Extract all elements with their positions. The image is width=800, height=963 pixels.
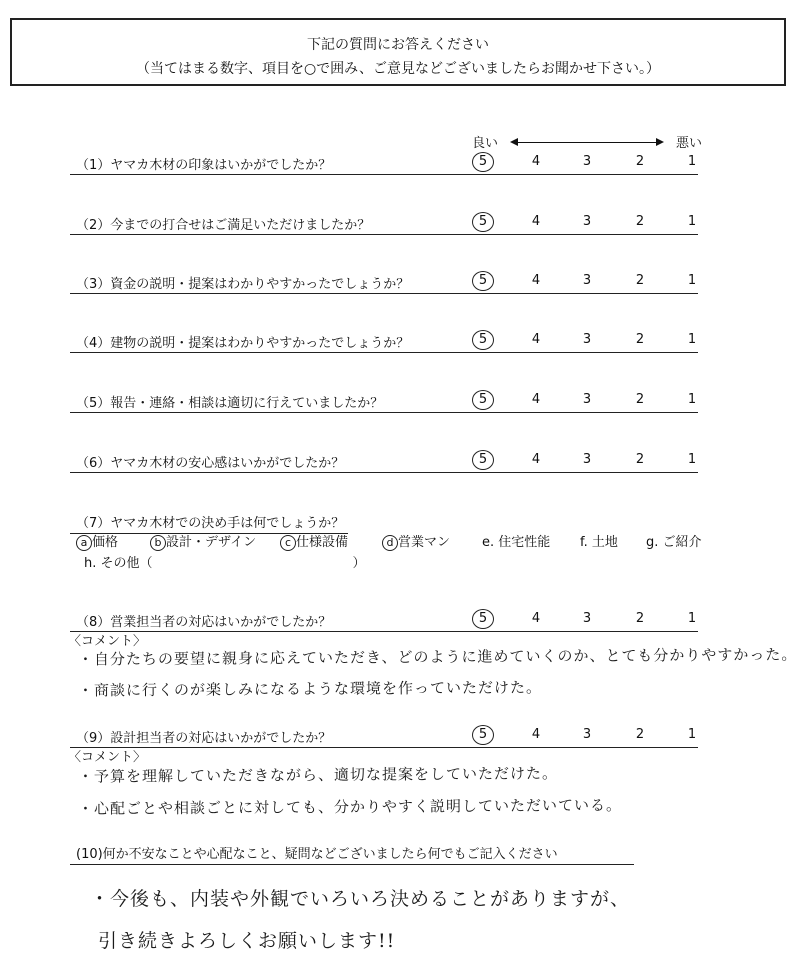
option-d-sales[interactable]: d 営業マン: [382, 531, 450, 551]
comment-label: 〈コメント〉: [68, 750, 147, 765]
question-3: [70, 271, 698, 294]
rating-4[interactable]: 4: [531, 154, 541, 169]
option-f-land[interactable]: f. 土地: [580, 535, 618, 550]
rating-1[interactable]: 1: [687, 332, 697, 347]
scale-arrow: [512, 142, 662, 143]
rating-3[interactable]: 3: [582, 332, 592, 347]
rating-4[interactable]: 4: [531, 214, 541, 229]
rating-1[interactable]: 1: [687, 727, 697, 742]
rating-3[interactable]: 3: [582, 727, 592, 742]
question-text: （2）今までの打合せはご満足いただけましたか？: [76, 218, 371, 233]
option-g-referral[interactable]: g. ご紹介: [646, 535, 702, 550]
instruction-title: 下記の質問にお答えください: [307, 37, 489, 53]
rating-1[interactable]: 1: [687, 392, 697, 407]
question-text: （6）ヤマカ木材の安心感はいかがでしたか？: [76, 456, 345, 471]
question-9: [70, 725, 698, 748]
rating-5-selected[interactable]: 5: [472, 390, 494, 410]
rating-4[interactable]: 4: [531, 332, 541, 347]
question-text: （4）建物の説明・提案はわかりやすかったでしょうか？: [76, 336, 410, 351]
rating-2[interactable]: 2: [635, 154, 645, 169]
rating-2[interactable]: 2: [635, 611, 645, 626]
handwritten-comment: ・商談に行くのが楽しみになるような環境を作っていただけた。: [77, 678, 543, 700]
rating-5-selected[interactable]: 5: [472, 152, 494, 172]
question-7: （7）ヤマカ木材での決め手は何でしょうか？: [70, 512, 348, 534]
rating-5-selected[interactable]: 5: [472, 330, 494, 350]
rating-5-selected[interactable]: 5: [472, 450, 494, 470]
question-6: [70, 450, 698, 473]
rating-3[interactable]: 3: [582, 611, 592, 626]
scale-good-label: 良い: [472, 136, 499, 151]
question-text: （9）設計担当者の対応はいかがでしたか？: [76, 731, 332, 746]
handwritten-comment: ・自分たちの要望に親身に応えていただき、どのように進めていくのか、とても分かりやすかった。: [77, 645, 798, 669]
option-a-price[interactable]: a 価格: [76, 531, 118, 551]
question-4: [70, 330, 698, 353]
question-text: （5）報告・連絡・相談は適切に行えていましたか？: [76, 396, 384, 411]
instruction-subtitle: （当てはまる数字、項目を○で囲み、ご意見などございましたらお聞かせ下さい。）: [135, 61, 661, 77]
handwritten-answer: ・今後も、内装や外観でいろいろ決めることがありますが、: [90, 888, 631, 910]
rating-4[interactable]: 4: [531, 611, 541, 626]
question-8: [70, 609, 698, 632]
rating-5-selected[interactable]: 5: [472, 212, 494, 232]
instruction-box: [10, 18, 786, 86]
option-c-equipment[interactable]: c 仕様設備: [280, 531, 348, 551]
option-e-performance[interactable]: e. 住宅性能: [482, 535, 551, 550]
rating-1[interactable]: 1: [687, 273, 697, 288]
rating-2[interactable]: 2: [635, 392, 645, 407]
question-text: （3）資金の説明・提案はわかりやすかったでしょうか？: [76, 277, 410, 292]
rating-3[interactable]: 3: [582, 214, 592, 229]
rating-4[interactable]: 4: [531, 727, 541, 742]
rating-2[interactable]: 2: [635, 727, 645, 742]
rating-5-selected[interactable]: 5: [472, 271, 494, 291]
rating-3[interactable]: 3: [582, 392, 592, 407]
question-text: （8）営業担当者の対応はいかがでしたか？: [76, 615, 332, 630]
rating-3[interactable]: 3: [582, 154, 592, 169]
comment-label: 〈コメント〉: [68, 634, 147, 649]
question-2: [70, 212, 698, 235]
handwritten-comment: ・予算を理解していただきながら、適切な提案をしていただけた。: [77, 764, 559, 786]
rating-1[interactable]: 1: [687, 611, 697, 626]
rating-4[interactable]: 4: [531, 392, 541, 407]
question-text: （1）ヤマカ木材の印象はいかがでしたか？: [76, 158, 332, 173]
rating-4[interactable]: 4: [531, 452, 541, 467]
rating-2[interactable]: 2: [635, 452, 645, 467]
rating-2[interactable]: 2: [635, 332, 645, 347]
rating-2[interactable]: 2: [635, 214, 645, 229]
question-1: [70, 152, 698, 175]
handwritten-answer: 引き続きよろしくお願いします!!: [98, 930, 396, 952]
rating-4[interactable]: 4: [531, 273, 541, 288]
handwritten-comment: ・心配ごとや相談ごとに対しても、分かりやすく説明していただいている。: [77, 796, 623, 818]
rating-1[interactable]: 1: [687, 154, 697, 169]
rating-3[interactable]: 3: [582, 452, 592, 467]
option-h-other[interactable]: h. その他（ ）: [84, 556, 366, 571]
option-b-design[interactable]: b 設計・デザイン: [150, 531, 256, 551]
rating-1[interactable]: 1: [687, 452, 697, 467]
rating-2[interactable]: 2: [635, 273, 645, 288]
question-10: (10)何か不安なことや心配なこと、疑問などございましたら何でもご記入ください: [70, 843, 634, 865]
scale-bad-label: 悪い: [676, 136, 703, 151]
rating-1[interactable]: 1: [687, 214, 697, 229]
question-5: [70, 390, 698, 413]
rating-5-selected[interactable]: 5: [472, 609, 494, 629]
rating-3[interactable]: 3: [582, 273, 592, 288]
rating-5-selected[interactable]: 5: [472, 725, 494, 745]
